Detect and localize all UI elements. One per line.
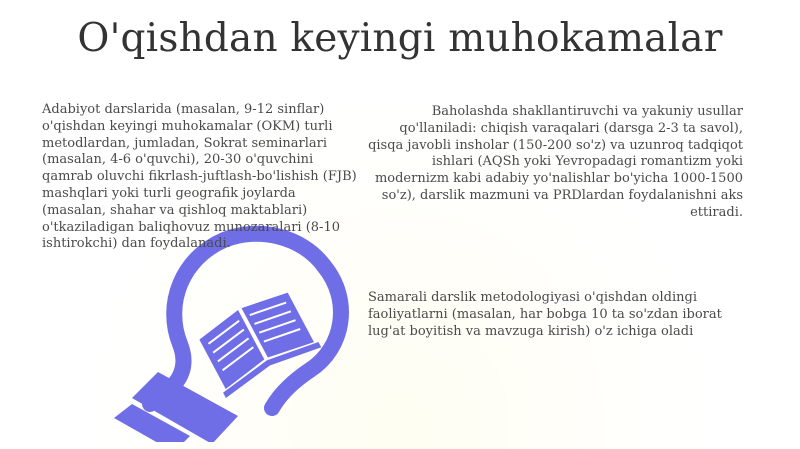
paragraph-pre-reading: Samarali darslik metodologiyasi o'qishdan oldingi faoliyatlarni (masalan, har bobga 10 ta so'zdan iborat lug'at boyitish va mavzuga kirish) o'z ichiga oladi [368,290,722,339]
paragraph-assessment: Baholashda shakllantiruvchi va yakuniy usullar qo'llaniladi: chiqish varaqalari (darsga 2-3 ta savol), qisqa javobli insholar (150-200 so'z) va uzunroq tadqiqot ishlari (AQSh yoki Yevropadagi romantizm yoki modernizm kabi adabiy yo'nalishlar bo'yicha 1000-1500 so'z), darslik mazmuni va PRDlardan foydalanishni aks ettiradi. [368,104,743,220]
lightbulb-book-icon [62,222,382,442]
slide-title: O'qishdan keyingi muhokamalar [77,16,723,61]
paragraph-discussion-methods: Adabiyot darslarida (masalan, 9-12 sinflar) o'qishdan keyingi muhokamalar (OKM) turli metodlardan, jumladan, Sokrat seminarlari (masalan, 4-6 o'quvchi), 20-30 o'quvchini qamrab oluvchi fikrlash-juftlash-bo'lishish (FJB) mashqlari yoki turli geografik joylarda (masalan, shahar va qishloq maktablari) o'tkaziladigan baliqhovuz munozaralari (8-10 ishtirokchi) dan foydalanadi. [42,102,357,252]
